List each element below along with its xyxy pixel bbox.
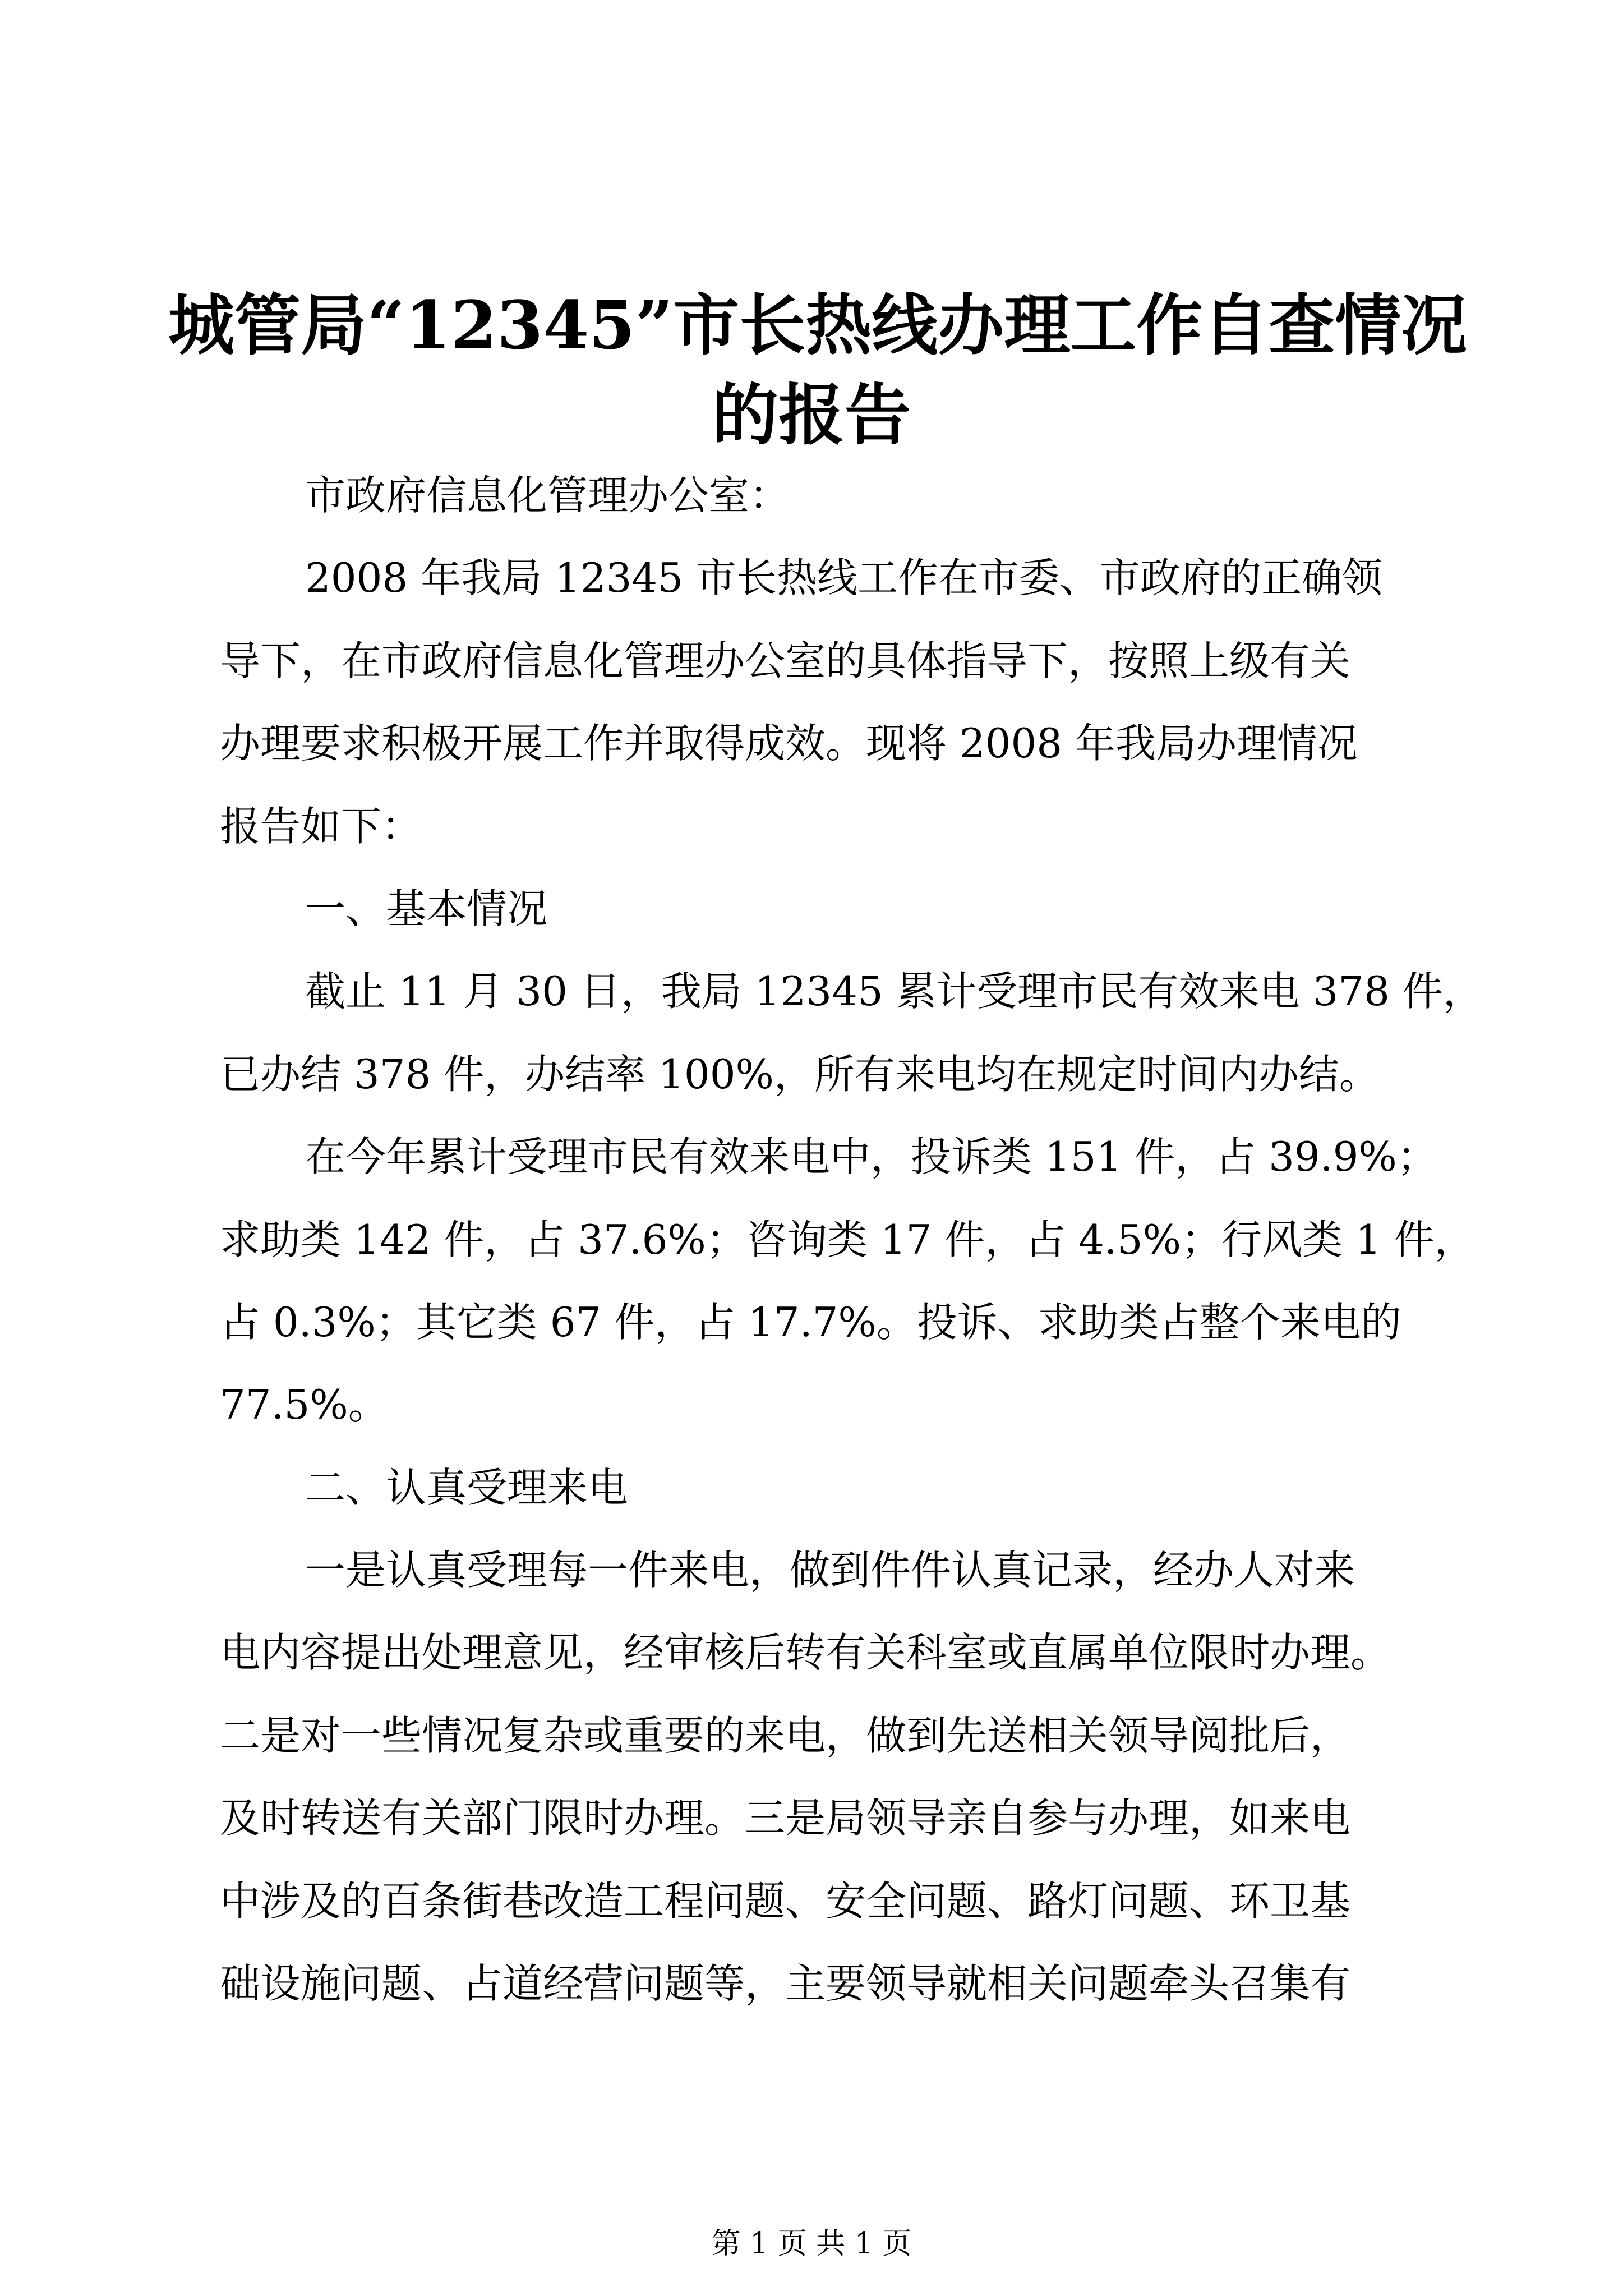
paragraph-line: 77.5%。 xyxy=(220,1381,389,1429)
section-heading: 一、基本情况 xyxy=(305,885,548,932)
title-line-1: 城管局“12345”市长热线办理工作自查情况 xyxy=(168,286,1468,364)
paragraph-line: 已办结 378 件，办结率 100%，所有来电均在规定时间内办结。 xyxy=(220,1050,1380,1098)
paragraph-line: 电内容提出处理意见，经审核后转有关科室或直属单位限时办理。 xyxy=(220,1629,1391,1677)
paragraph-line: 中涉及的百条街巷改造工程问题、安全问题、路灯问题、环卫基 xyxy=(220,1877,1351,1925)
paragraph-line: 及时转送有关部门限时办理。三是局领导亲自参与办理，如来电 xyxy=(220,1795,1351,1842)
document-body xyxy=(220,454,1483,2025)
paragraph-line: 2008 年我局 12345 市长热线工作在市委、市政府的正确领 xyxy=(305,554,1382,602)
title-line-2: 的报告 xyxy=(712,376,911,454)
paragraph-line: 二是对一些情况复杂或重要的来电，做到先送相关领导阅批后， xyxy=(220,1711,1351,1759)
paragraph-line: 导下，在市政府信息化管理办公室的具体指导下，按照上级有关 xyxy=(220,637,1351,684)
paragraph-line: 办理要求积极开展工作并取得成效。现将 2008 年我局办理情况 xyxy=(220,720,1358,767)
paragraph-line: 一是认真受理每一件来电，做到件件认真记录，经办人对来 xyxy=(305,1547,1355,1594)
section-heading: 二、认真受理来电 xyxy=(305,1464,629,1511)
document-title xyxy=(168,280,1468,460)
paragraph-line: 报告如下： xyxy=(220,802,422,850)
paragraph-line: 占 0.3%；其它类 67 件，占 17.7%。投诉、求助类占整个来电的 xyxy=(220,1298,1401,1346)
paragraph-line: 在今年累计受理市民有效来电中，投诉类 151 件，占 39.9%； xyxy=(305,1133,1437,1181)
salutation: 市政府信息化管理办公室： xyxy=(305,472,790,519)
paragraph-line: 截止 11 月 30 日，我局 12345 累计受理市民有效来电 378 件， xyxy=(305,968,1483,1015)
page-footer: 第 1 页 共 1 页 xyxy=(711,2227,912,2261)
paragraph-line: 求助类 142 件，占 37.6%；咨询类 17 件，占 4.5%；行风类 1 件， xyxy=(220,1216,1475,1263)
paragraph-line: 础设施问题、占道经营问题等，主要领导就相关问题牵头召集有 xyxy=(220,1960,1351,2008)
